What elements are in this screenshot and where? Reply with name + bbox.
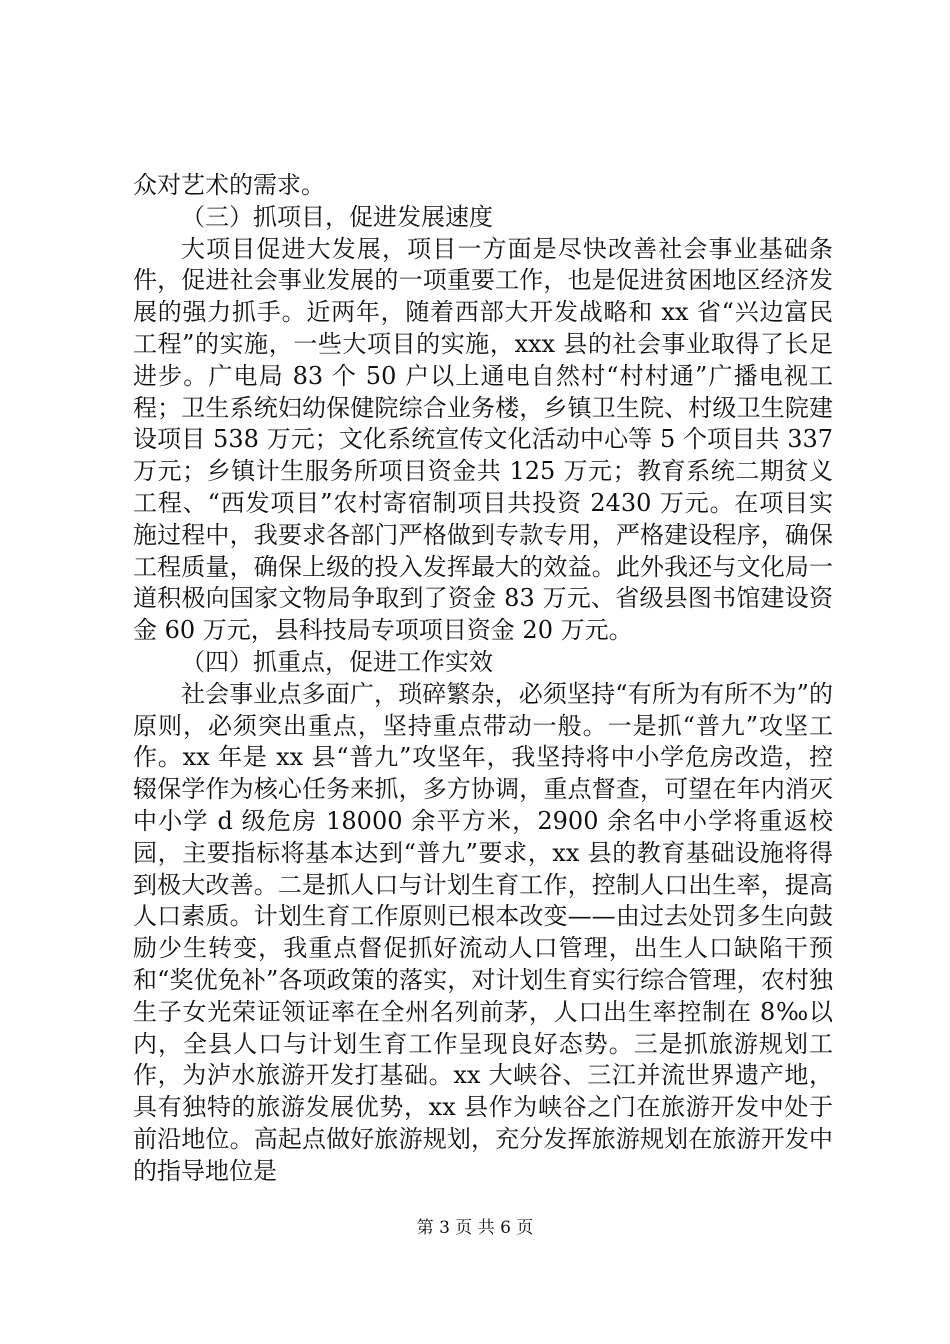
paragraph-projects: 大项目促进大发展，项目一方面是尽快改善社会事业基础条件，促进社会事业发展的一项重要工作，也是促进贫困地区经济发展的强力抓手。近两年，随着西部大开发战略和 xx 省“兴边富民工程”的实施，一些大项目的实施，xxx 县的社会事业取得了长足进步。广电局 83 个 50 户以上通电自然村“村村通”广播电视工程；卫生系统妇幼保健院综合业务楼，乡镇卫生院、村级卫生院建设项目 538 万元；文化系统宣传文化活动中心等 5 个项目共 337 万元；乡镇计生服务所项目资金共 125 万元；教育系统二期贫义工程、“西发项目”农村寄宿制项目共投资 2430 万元。在项目实施过程中，我要求各部门严格做到专款专用，严格建设程序，确保工程质量，确保上级的投入发挥最大的效益。此外我还与文化局一道积极向国家文物局争取到了资金 83 万元、省级县图书馆建设资金 60 万元，县科技局专项项目资金 20 万元。 (133, 234, 833, 645)
section-heading-priorities: （四）抓重点，促进工作实效 (181, 647, 493, 676)
page-footer: 第 3 页 共 6 页 (416, 1218, 534, 1238)
section-heading-projects: （三）抓项目，促进发展速度 (181, 202, 493, 231)
paragraph-continuation: 众对艺术的需求。 (133, 171, 325, 199)
document-body (133, 170, 833, 1188)
paragraph-priorities: 社会事业点多面广，琐碎繁杂，必须坚持“有所为有所不为”的原则，必须突出重点，坚持重点带动一般。一是抓“普九”攻坚工作。xx 年是 xx 县“普九”攻坚年，我坚持将中小学危房改造，控辍保学作为核心任务来抓，多方协调，重点督查，可望在年内消灭中小学 d 级危房 18000 余平方米，2900 余名中小学将重返校园，主要指标将基本达到“普九”要求，xx 县的教育基础设施将得到极大改善。二是抓人口与计划生育工作，控制人口出生率，提高人口素质。计划生育工作原则已根本改变——由过去处罚多生向鼓励少生转变，我重点督促抓好流动人口管理，出生人口缺陷干预和“奖优免补”各项政策的落实，对计划生育实行综合管理，农村独生子女光荣证领证率在全州名列前茅，人口出生率控制在 8‰以内，全县人口与计划生育工作呈现良好态势。三是抓旅游规划工作，为泸水旅游开发打基础。xx 大峡谷、三江并流世界遗产地，具有独特的旅游发展优势，xx 县作为峡谷之门在旅游开发中处于前沿地位。高起点做好旅游规划，充分发挥旅游规划在旅游开发中的指导地位是 (133, 679, 833, 1185)
